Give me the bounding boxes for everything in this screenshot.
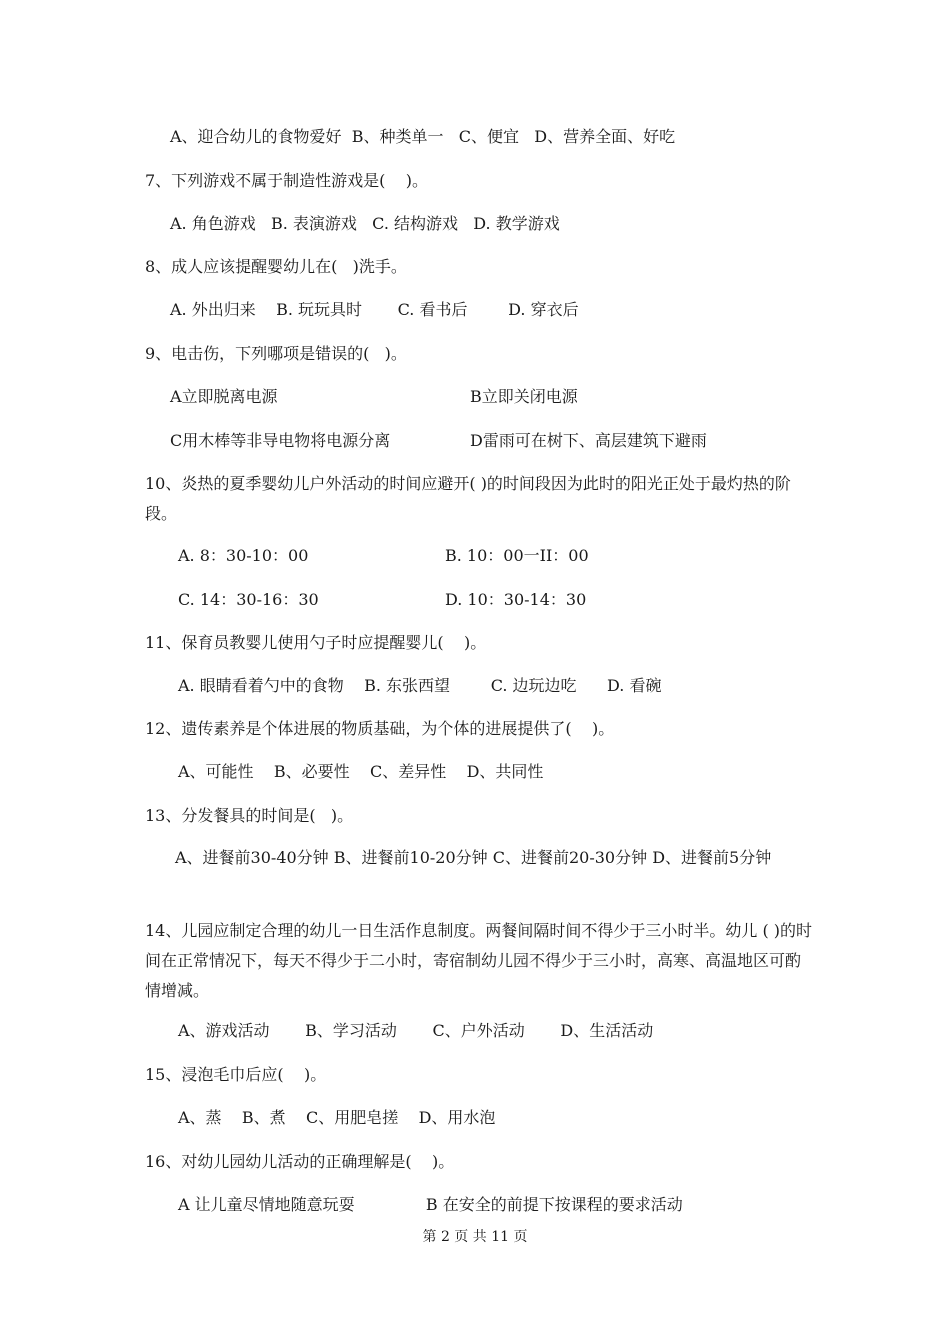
- q9-option-b: B立即关闭电源: [470, 387, 578, 406]
- q16-options: A 让儿童尽情地随意玩耍 B 在安全的前提下按课程的要求活动: [178, 1195, 683, 1214]
- q15-options: A、蒸 B、煮 C、用肥皂搓 D、用水泡: [178, 1108, 496, 1127]
- q16-stem: 16、对幼儿园幼儿活动的正确理解是( )。: [145, 1152, 455, 1171]
- q9-option-d: D雷雨可在树下、高层建筑下避雨: [470, 431, 707, 450]
- q10-option-b: B. 10：00一II：00: [445, 546, 589, 565]
- q7-options: A. 角色游戏 B. 表演游戏 C. 结构游戏 D. 教学游戏: [170, 214, 560, 233]
- q10-stem: 10、炎热的夏季婴幼儿户外活动的时间应避开( )的时间段因为此时的阳光正处于最灼热的阶段。: [145, 474, 791, 523]
- q13-stem: 13、分发餐具的时间是( )。: [145, 806, 354, 825]
- q15-stem: 15、浸泡毛巾后应( )。: [145, 1065, 327, 1084]
- q8-options: A. 外出归来 B. 玩玩具时 C. 看书后 D. 穿衣后: [170, 300, 579, 319]
- q10-option-c: C. 14：30-16：30: [178, 590, 319, 609]
- q9-option-c: C用木棒等非导电物将电源分离: [170, 431, 391, 450]
- q11-options: A. 眼睛看着勺中的食物 B. 东张西望 C. 边玩边吃 D. 看碗: [178, 676, 662, 695]
- q12-options: A、可能性 B、必要性 C、差异性 D、共同性: [178, 762, 544, 781]
- q10-option-a: A. 8：30-10：00: [178, 546, 309, 565]
- q9-stem: 9、电击伤，下列哪项是错误的( )。: [145, 344, 407, 363]
- q12-stem: 12、遗传素养是个体进展的物质基础，为个体的进展提供了( )。: [145, 719, 615, 738]
- q6-options: A、迎合幼儿的食物爱好 B、种类单一 C、便宜 D、营养全面、好吃: [170, 127, 676, 146]
- q9-option-a: A立即脱离电源: [170, 387, 278, 406]
- q13-options: A、进餐前30-40分钟 B、进餐前10-20分钟 C、进餐前20-30分钟 D、进餐前5分钟: [175, 848, 772, 867]
- q7-stem: 7、下列游戏不属于制造性游戏是( )。: [145, 171, 429, 190]
- q8-stem: 8、成人应该提醒婴幼儿在( )洗手。: [145, 257, 407, 276]
- q11-stem: 11、保育员教婴儿使用勺子时应提醒婴儿( )。: [145, 633, 487, 652]
- q14-options: A、游戏活动 B、学习活动 C、户外活动 D、生活活动: [178, 1021, 654, 1040]
- q10-option-d: D. 10：30-14：30: [445, 590, 587, 609]
- q14-stem: 14、儿园应制定合理的幼儿一日生活作息制度。两餐间隔时间不得少于三小时半。幼儿 ( )的时间在正常情况下，每天不得少于二小时，寄宿制幼儿园不得少于三小时，高寒、高温地区可酌情增减。: [145, 921, 813, 1000]
- page-footer: 第 2 页 共 11 页: [422, 1229, 528, 1245]
